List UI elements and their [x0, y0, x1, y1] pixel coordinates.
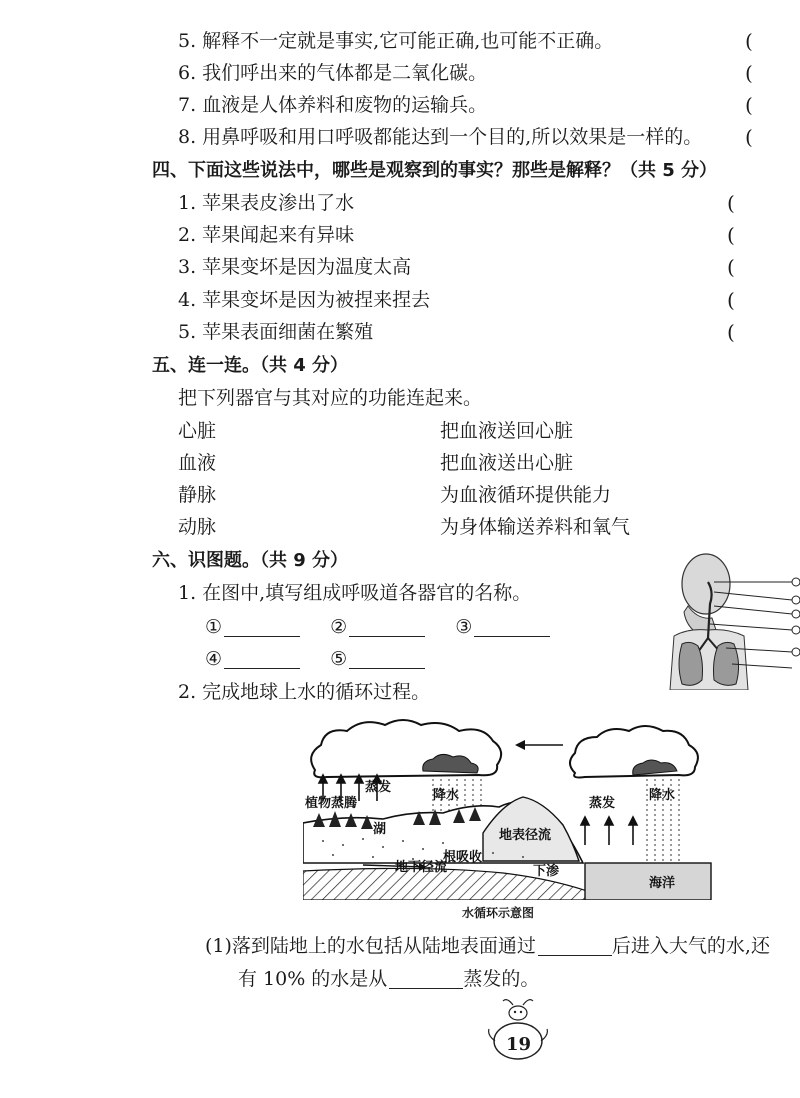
- answer-blank[interactable]: [349, 616, 425, 637]
- question-6-2: 2. 完成地球上水的循环过程。: [178, 681, 431, 703]
- item-4-3: 3. 苹果变坏是因为温度太高: [178, 256, 412, 278]
- section-4-heading: 四、下面这些说法中，哪些是观察到的事实？那些是解释？（共 5 分）: [152, 160, 718, 181]
- item-3-7: 7. 血液是人体养料和废物的运输兵。: [178, 94, 488, 116]
- label-ocean: 海洋: [649, 876, 676, 891]
- answer-paren[interactable]: (: [745, 29, 753, 53]
- subquestion-1-line-2: [238, 966, 539, 992]
- question-6-1: 1. 在图中,填写组成呼吸道各器官的名称。: [178, 582, 532, 604]
- answer-paren[interactable]: (: [727, 255, 735, 279]
- blank-marker: ①: [205, 616, 223, 638]
- item-4-4: 4. 苹果变坏是因为被捏来捏去: [178, 289, 431, 311]
- label-lake: 湖: [373, 822, 387, 837]
- page-number: 19: [506, 1034, 532, 1055]
- item-3-8: 8. 用鼻呼吸和用口呼吸都能达到一个目的,所以效果是一样的。: [178, 126, 703, 148]
- item-3-6: 6. 我们呼出来的气体都是二氧化碳。: [178, 62, 488, 84]
- answer-blank[interactable]: [224, 648, 300, 669]
- answer-paren[interactable]: (: [727, 288, 735, 312]
- label-precipitation-ocean: 降水: [649, 788, 676, 803]
- respiratory-diagram: [668, 548, 800, 690]
- answer-paren[interactable]: (: [727, 223, 735, 247]
- subquestion-1-line-1: [205, 933, 770, 959]
- function-label[interactable]: 把血液送回心脏: [440, 420, 574, 442]
- organ-label[interactable]: 血液: [178, 452, 217, 474]
- water-cycle-diagram: [303, 715, 713, 900]
- label-evaporation-ocean: 蒸发: [589, 796, 616, 811]
- label-evaporation-land: 蒸发: [365, 780, 392, 795]
- item-4-5: 5. 苹果表面细菌在繁殖: [178, 321, 374, 343]
- function-label[interactable]: 把血液送出心脏: [440, 452, 574, 474]
- answer-paren[interactable]: (: [727, 191, 735, 215]
- answer-row-1: [205, 614, 550, 640]
- subquestion-text: 后进入大气的水,还: [611, 935, 770, 957]
- blank-marker: ②: [330, 616, 348, 638]
- blank-marker: ④: [205, 648, 223, 670]
- section-6-heading: 六、识图题。（共 9 分）: [152, 550, 349, 571]
- label-infiltration: 下渗: [533, 864, 560, 879]
- answer-blank[interactable]: [538, 935, 612, 956]
- answer-paren[interactable]: (: [745, 61, 753, 85]
- organ-label[interactable]: 动脉: [178, 516, 217, 538]
- item-4-2: 2. 苹果闻起来有异味: [178, 224, 355, 246]
- section-5-instruction: 把下列器官与其对应的功能连起来。: [178, 387, 483, 409]
- organ-label[interactable]: 静脉: [178, 484, 217, 506]
- label-surface-runoff: 地表径流: [499, 828, 552, 843]
- answer-blank[interactable]: [349, 648, 425, 669]
- blank-marker: ③: [455, 616, 473, 638]
- organ-label[interactable]: 心脏: [178, 420, 217, 442]
- item-4-1: 1. 苹果表皮渗出了水: [178, 192, 355, 214]
- subquestion-text: 蒸发的。: [463, 968, 540, 990]
- diagram-caption: 水循环示意图: [462, 906, 535, 920]
- subquestion-text: 有 10% 的水是从: [238, 968, 388, 990]
- answer-paren[interactable]: (: [745, 93, 753, 117]
- function-label[interactable]: 为血液循环提供能力: [440, 484, 612, 506]
- item-3-5: 5. 解释不一定就是事实,它可能正确,也可能不正确。: [178, 30, 614, 52]
- blank-marker: ⑤: [330, 648, 348, 670]
- answer-blank[interactable]: [389, 968, 463, 989]
- label-root-absorption: 根吸收: [443, 850, 483, 865]
- function-label[interactable]: 为身体输送养料和氧气: [440, 516, 631, 538]
- label-groundwater-runoff: 地下径流: [395, 860, 448, 875]
- subquestion-text: (1)落到陆地上的水包括从陆地表面通过: [205, 935, 536, 957]
- label-transpiration: 植物蒸腾: [305, 796, 358, 811]
- answer-row-2: [205, 646, 425, 672]
- answer-paren[interactable]: (: [745, 125, 753, 149]
- label-precipitation-land: 降水: [433, 788, 460, 803]
- answer-blank[interactable]: [474, 616, 550, 637]
- answer-blank[interactable]: [224, 616, 300, 637]
- section-5-heading: 五、连一连。（共 4 分）: [152, 355, 349, 376]
- answer-paren[interactable]: (: [727, 320, 735, 344]
